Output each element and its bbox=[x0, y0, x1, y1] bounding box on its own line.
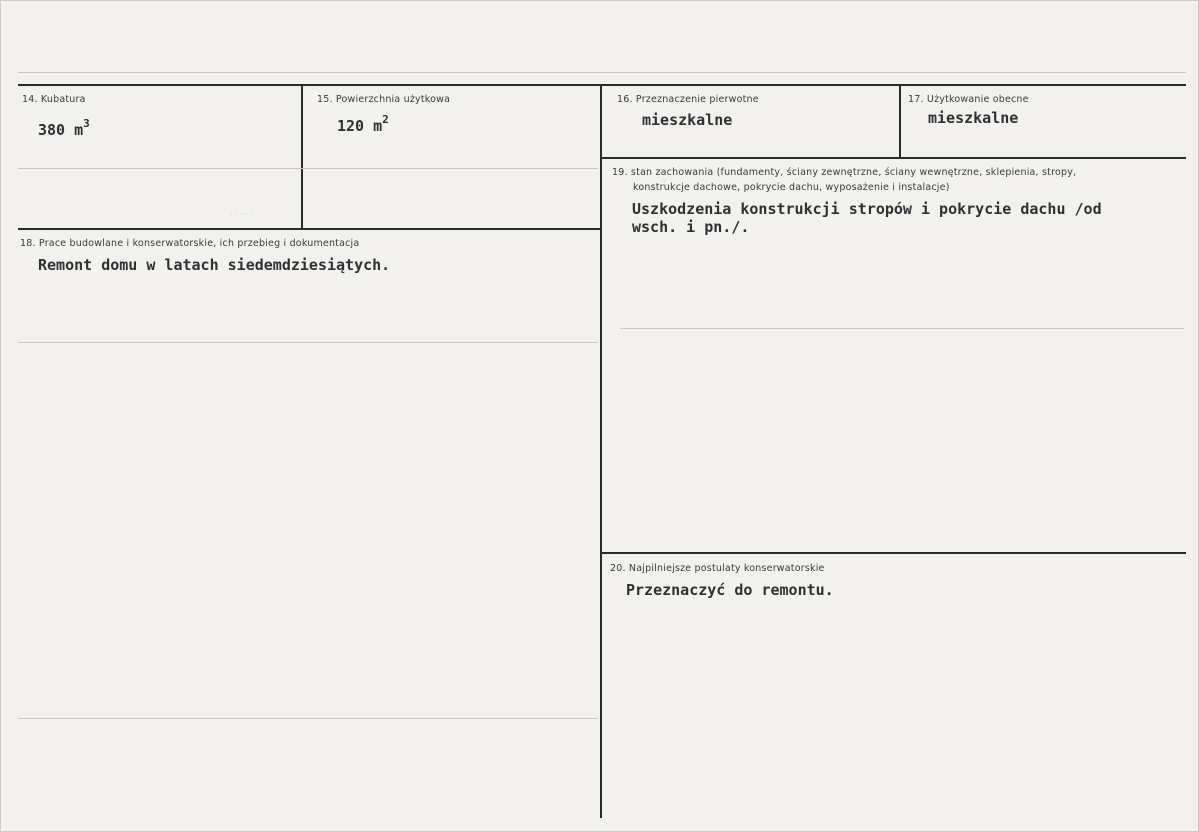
rule-right-top bbox=[602, 157, 1186, 159]
stan-label-line2: konstrukcje dachowe, pokrycie dachu, wyposażenie i instalacje) bbox=[633, 182, 950, 193]
stan-label-line1: 19. stan zachowania (fundamenty, ściany zewnętrzne, ściany wewnętrzne, sklepienia, stropy, bbox=[612, 167, 1077, 178]
divider-16-17 bbox=[899, 86, 901, 157]
bleed-through-text: · · · · · bbox=[230, 210, 253, 219]
powierzchnia-value bbox=[337, 112, 389, 136]
faint-line bbox=[18, 718, 598, 719]
kubatura-label: 14. Kubatura bbox=[22, 94, 86, 105]
kubatura-value bbox=[38, 116, 90, 140]
powierzchnia-label: 15. Powierzchnia użytkowa bbox=[317, 94, 451, 105]
kubatura-number: 380 m bbox=[38, 121, 84, 139]
faint-line bbox=[18, 168, 598, 169]
top-rule bbox=[18, 84, 1186, 86]
przeznaczenie-label: 16. Przeznaczenie pierwotne bbox=[617, 94, 759, 105]
prace-value: Remont domu w latach siedemdziesiątych. bbox=[38, 256, 391, 274]
faint-line bbox=[620, 328, 1184, 329]
stan-value-line2: wsch. i pn./. bbox=[632, 218, 750, 236]
uzytkowanie-value: mieszkalne bbox=[928, 109, 1019, 127]
powierzchnia-number: 120 m bbox=[337, 117, 383, 135]
faint-line bbox=[18, 72, 1186, 73]
kubatura-exponent: 3 bbox=[83, 117, 90, 130]
powierzchnia-exponent: 2 bbox=[382, 113, 389, 126]
prace-label: 18. Prace budowlane i konserwatorskie, ich przebieg i dokumentacja bbox=[20, 238, 360, 249]
faint-line bbox=[18, 342, 598, 343]
stan-value-line1: Uszkodzenia konstrukcji stropów i pokrycie dachu /od bbox=[632, 200, 1102, 218]
uzytkowanie-label: 17. Użytkowanie obecne bbox=[908, 94, 1029, 105]
rule-right-mid bbox=[602, 552, 1186, 554]
przeznaczenie-value: mieszkalne bbox=[642, 111, 733, 129]
postulaty-label: 20. Najpilniejsze postulaty konserwatorskie bbox=[610, 563, 825, 574]
postulaty-value: Przeznaczyć do remontu. bbox=[626, 581, 834, 599]
divider-14-15 bbox=[301, 86, 303, 229]
divider-center bbox=[600, 86, 602, 818]
rule-left-mid bbox=[18, 228, 600, 230]
